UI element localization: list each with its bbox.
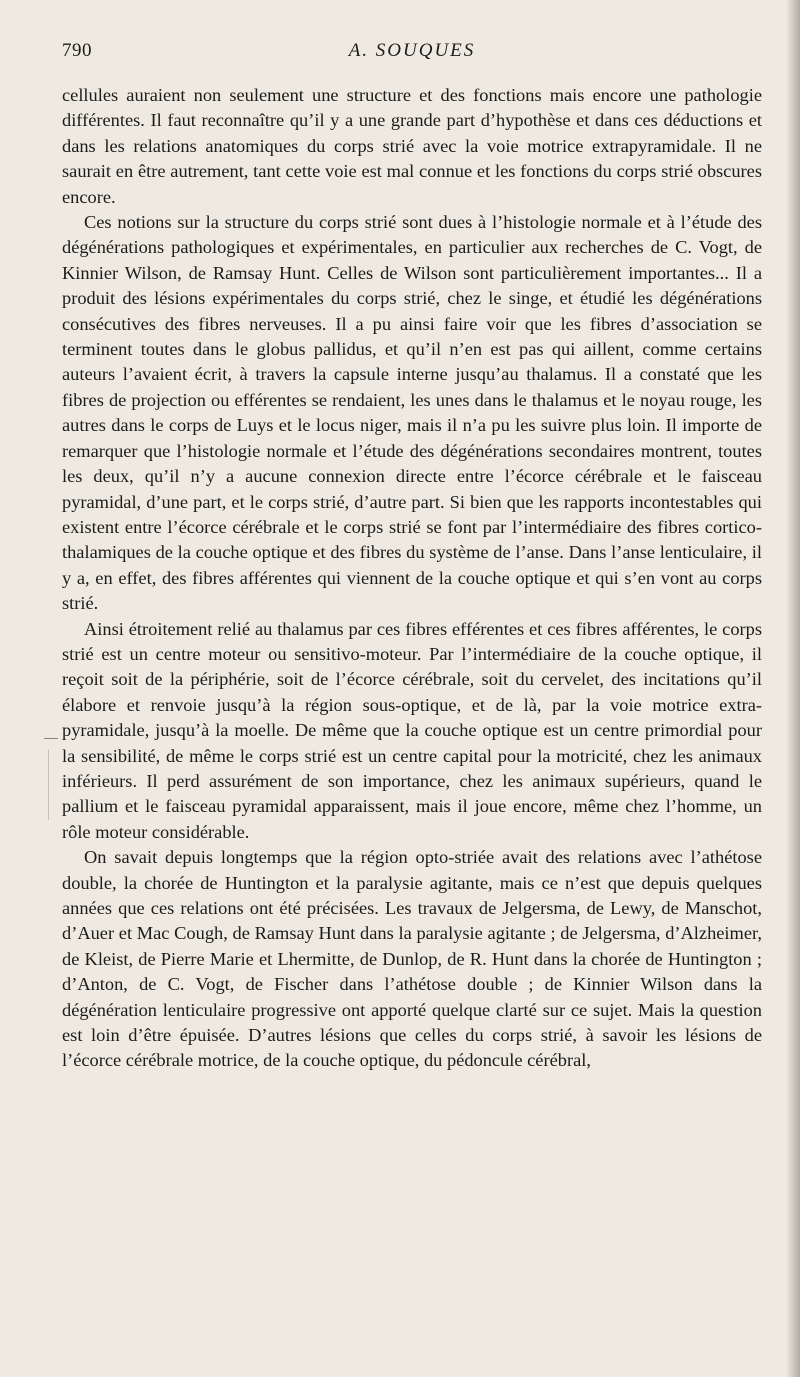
page-edge-shadow <box>786 0 800 1377</box>
body-text <box>62 83 762 1074</box>
paragraph-1: cellules auraient non seulement une structure et des fonctions mais encore une pathologie différentes. Il faut reconnaître qu’il y a une grande part d’hypothèse et dans ces déductions et dans les relations anatomiques du corps strié avec la voie motrice extrapyramidale. Il ne saurait en être autrement, tant cette voie est mal connue et les fonctions du corps strié obscures encore. <box>62 85 762 207</box>
page-header <box>62 40 762 70</box>
margin-line <box>48 750 49 820</box>
page-number: 790 <box>62 40 92 61</box>
paragraph-3: Ainsi étroitement relié au thalamus par ces fibres efférentes et ces fibres afférentes, le corps strié est un centre moteur ou sensitivo-moteur. Par l’intermédiaire de la couche optique, il reçoit soit de la périphérie, soit de l’écorce cérébrale, soit du cervelet, des incitations qu’il élabore et renvoie jusqu’à la région sous-optique, et de là, par la voie motrice extra-pyramidale, jusqu’à la moelle. De même que la couche optique est un centre primordial pour la sensibilité, de même le corps strié est un centre capital pour la motricité, chez les animaux inférieurs. Il perd assurément de son importance, chez les animaux supérieurs, quand le pallium et le faisceau pyramidal apparaissent, mais il joue encore, même chez l’homme, un rôle moteur considérable. <box>62 618 762 842</box>
paragraph-4: On savait depuis longtemps que la région opto-striée avait des relations avec l’athétose double, la chorée de Huntington et la paralysie agitante, mais ce n’est que depuis quelques années que ces relations ont été précisées. Les travaux de Jelgersma, de Lewy, de Manschot, d’Auer et Mac Cough, de Ramsay Hunt dans la paralysie agitante ; de Jelgersma, d’Alzheimer, de Kleist, de Pierre Marie et Lhermitte, de Dunlop, de R. Hunt dans la chorée de Huntington ; d’Anton, de C. Vogt, de Fischer dans l’athétose double ; de Kinnier Wilson dans la dégénération lenticulaire progressive ont apporté quelque clarté sur ce sujet. Mais la question est loin d’être épuisée. D’autres lésions que celles du corps strié, à savoir les lésions de l’écorce cérébrale motrice, de la couche optique, du pédoncule cérébral, <box>62 847 762 1071</box>
paragraph-2: Ces notions sur la structure du corps strié sont dues à l’histologie normale et à l’étude des dégénérations pathologiques et expérimentales, en particulier aux recherches de C. Vogt, de Kinnier Wilson, de Ramsay Hunt. Celles de Wilson sont particulièrement importantes... Il a produit des lésions expérimentales du corps strié, chez le singe, et étudié les dégénérations consécutives des fibres nerveuses. Il a pu ainsi faire voir que les fibres d’association se terminent toutes dans le globus pallidus, et qu’il n’en est pas qui aillent, comme certains auteurs l’avaient écrit, à travers la capsule interne jusqu’au thalamus. Il a constaté que les fibres de projection ou efférentes se rendaient, les unes dans le thalamus et le noyau rouge, les autres dans le corps de Luys et le locus niger, mais il n’a pu les suivre plus loin. Il importe de remarquer que l’histologie normale et l’étude des dégénérations secondaires montrent, toutes les deux, qu’il n’y a aucune connexion directe entre l’écorce cérébrale et le faisceau pyramidal, d’une part, et le corps strié, d’autre part. Si bien que les rapports incontestables qui existent entre l’écorce cérébrale et le corps strié se font par l’intermédiaire des fibres cortico-thalamiques de la couche optique et des fibres du système de l’anse. Dans l’anse lenticulaire, il y a, en effet, des fibres afférentes qui viennent de la couche optique et qui s’en vont au corps strié. <box>62 212 762 614</box>
margin-mark <box>44 738 58 739</box>
running-title: A. SOUQUES <box>348 40 476 61</box>
